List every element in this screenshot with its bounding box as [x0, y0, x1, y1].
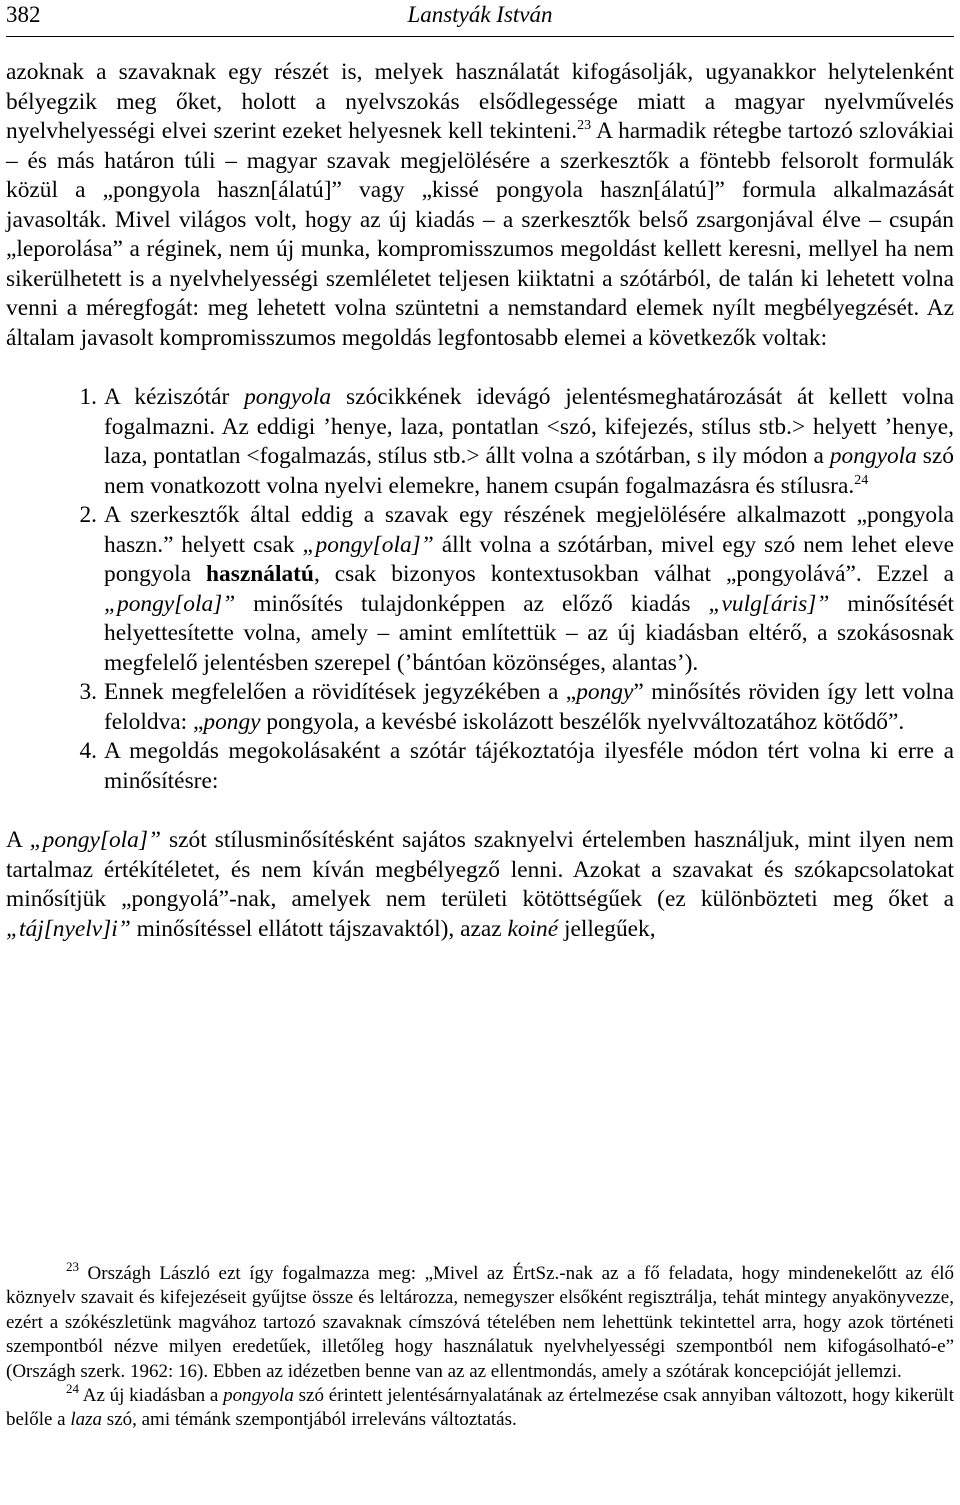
list-item-text: A szerkesztők által eddig a szavak egy részének megjelölésére alkalmazott „pongyola haszn.” helyett csak „pongy[ola]” állt volna a szótárban, mivel egy szó nem lehet eleve pongyola használatú, csak bizonyos kontextusokban válhat „pongyolává”. Ezzel a „pongy[ola]” minősítés tulajdonképpen az előző kiadás „vulg[áris]” minősítését helyettesítette volna, amely – amint említettük – az új kiadásban eltérő, a szokásosnak megfelelő jelentésben szerepel (’bántóan közönséges, alantas’).: [104, 502, 954, 676]
page-number: 382: [6, 2, 41, 27]
footnotes: [6, 1259, 954, 1433]
running-head-author: Lanstyák István: [407, 2, 553, 27]
paragraph-text: A harmadik rétegbe tartozó szlovákiai – és más határon túli – magyar szavak megjelölésére a szerkesztők a föntebb felsorolt formulák közül a „pongyola haszn[álatú]” vagy „kissé pongyola haszn[álatú]” formula alkalmazását javasolták. Mivel világos volt, hogy az új kiadás – a szerkesztők belső zsargonjával élve – csupán „leporolása” a réginek, nem új munka, kompromisszumos megoldást kellett keresni, mellyel ha nem sikerülhetett is a nyelvhelyességi szemléletet teljesen kiiktatni a szótárból, de talán ki lehetett volna venni a méregfogát: meg lehetett volna szüntetni a nemstandard elemek nyílt megbélyegzését. Az általam javasolt kompromisszumos megoldás legfontosabb elemei a következők voltak:: [6, 118, 954, 351]
paragraph-text: azoknak a szavaknak egy részét is, melyek használatát kifogásolják, ugyanakkor helytelenként bélyegzik meg őket, holott a nyelvszokás elsődlegessége miatt a magyar nyelvművelés nyelvhelyességi elvei szerint ezeket helyesnek kell tekinteni.: [6, 59, 954, 144]
footnote-number: 24: [66, 1381, 79, 1397]
proposal-list: [6, 383, 954, 796]
running-header: [6, 0, 954, 37]
body-paragraph: [6, 58, 954, 353]
footnote-23: [6, 1259, 954, 1384]
list-item: [6, 501, 954, 678]
list-item: [6, 383, 954, 501]
list-item-text: Ennek megfelelően a rövidítések jegyzékében a „pongy” minősítés röviden így lett volna feloldva: „pongy pongyola, a kevésbé iskolázott beszélők nyelvváltozatához kötődő”.: [104, 679, 954, 735]
footnote-number: 23: [66, 1259, 79, 1274]
footnote-text: Országh László ezt így fogalmazza meg: „Mivel az ÉrtSz.-nak az a fő feladata, hogy mindenekelőtt az élő köznyelv szavait és kifejezéseit gyűjtse össze és leltározza, nemegyszer elsőként regisztrálja, tehát mintegy anyakönyvezze, ezért a szókészletünk magvához tartozó szavaknak címszóvá tételében nem lehettünk tekintettel arra, hogy azok történeti szempontból nézve milyen eredetűek, illetőleg hogy használatuk nyelvhelyességi szempontból nem kifogásolható-e” (Országh szerk. 1962: 16). Ebben az idézetben benne van az az ellentmondás, amely a szótárak koncepcióját jellemzi.: [6, 1263, 954, 1382]
list-number: 1.: [79, 384, 97, 410]
footnote-ref-24[interactable]: 24: [854, 472, 869, 488]
main-text: [6, 58, 954, 944]
list-number: 3.: [79, 679, 97, 705]
list-item-text: A megoldás megokolásaként a szótár tájékoztatója ilyesféle módon tért volna ki erre a minősítésre:: [104, 738, 954, 794]
list-number: 2.: [79, 502, 97, 528]
block-quote: A „pongy[ola]” szót stílusminősítésként sajátos szaknyelvi értelemben használjuk, mint ilyen nem tartalmaz értékítéletet, és nem kíván megbélyegző lenni. Azokat a szavakat és szókapcsolatokat minősítjük „pongyolá”-nak, amelyek nem területi kötöttségűek (ez különbözteti meg őket a „táj[nyelv]i” minősítéssel ellátott tájszavaktól), azaz koiné jellegűek,: [6, 827, 954, 942]
footnote-24: $^{24}$ Az új kiadásban a pongyola szó érintett jelentésárnyalatának az értelmezése csak annyiban változott, hogy kikerült belőle a laza szó, ami témánk szempontjából irreleváns változtatás.: [6, 1381, 954, 1431]
footnote-ref-23[interactable]: 23: [577, 118, 592, 133]
list-item-text: A kéziszótár pongyola szócikkének idevágó jelentésmeghatározását át kellett volna fogalmazni. Az eddigi ’henye, laza, pontatlan <szó, kifejezés, stílus stb.> helyett ’henye, laza, pontatlan <fogalmazás, stílus stb.> állt volna a szótárban, s ily módon a pongyola szó nem vonatkozott volna nyelvi elemekre, hanem csupán fogalmazásra és stílusra.$^{24}$: [104, 384, 954, 499]
list-item: [6, 737, 954, 796]
list-item: [6, 678, 954, 737]
list-number: 4.: [79, 738, 97, 764]
